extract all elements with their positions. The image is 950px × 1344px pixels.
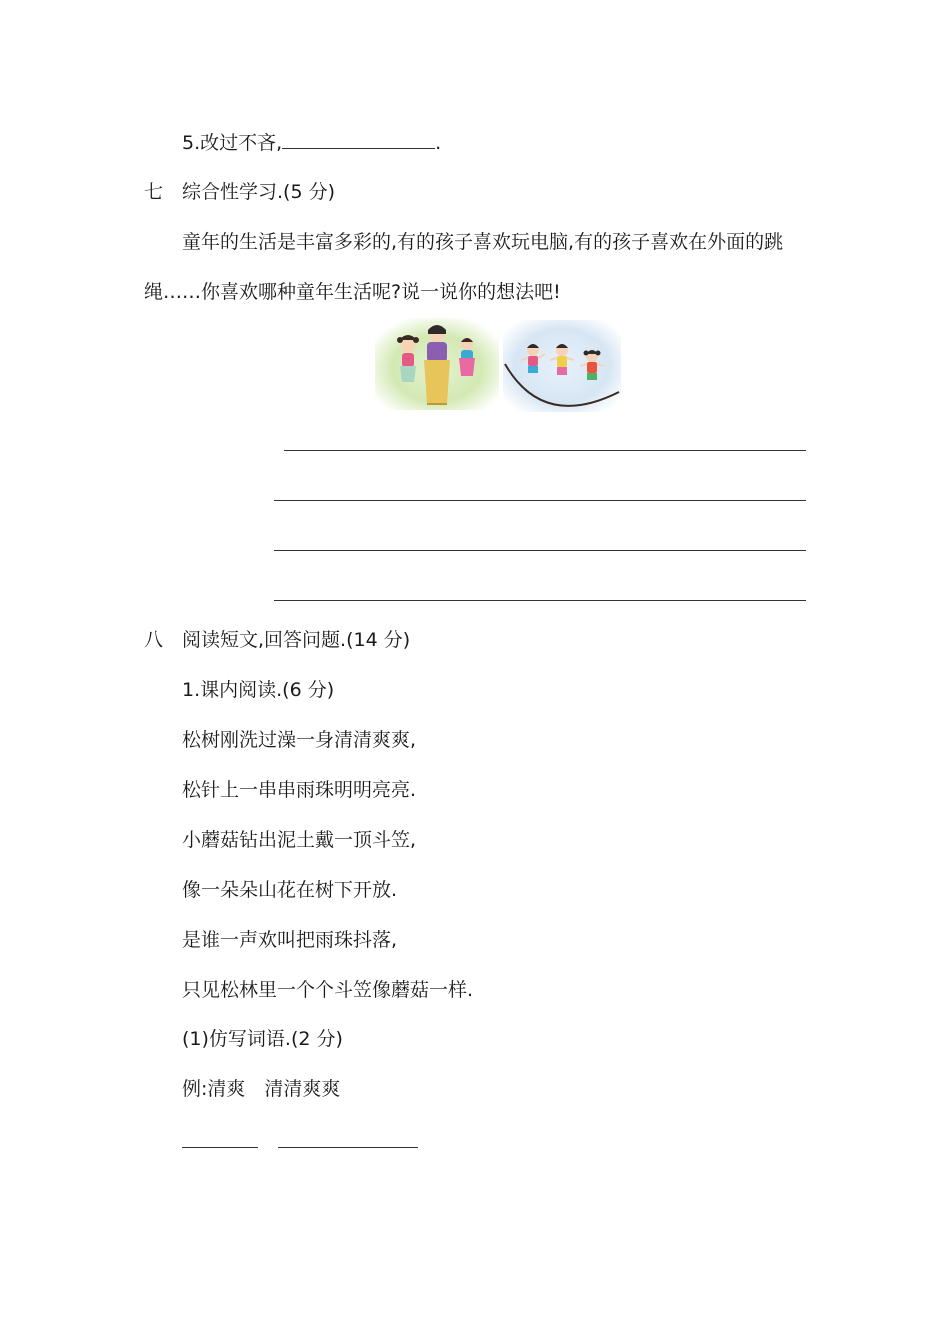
imitation-answer-blank-1[interactable] [182,1147,258,1148]
poem-line: 松针上一串串雨珠明明亮亮. [182,779,417,801]
item-5-prefix: 5.改过不吝, [182,132,283,154]
item-5 [182,130,441,155]
answer-line-1[interactable] [284,450,806,451]
question-1: (1)仿写词语.(2 分) [182,1028,343,1050]
section-7-paragraph-line-2: 绳……你喜欢哪种童年生活呢?说一说你的想法吧! [144,281,561,303]
poem-line: 是谁一声欢叫把雨珠抖落, [182,929,398,951]
section-8-title: 阅读短文,回答问题.(14 分) [182,629,411,651]
answer-line-3[interactable] [274,550,806,551]
poem-line: 小蘑菇钻出泥土戴一顶斗笠, [182,829,417,851]
section-7-number: 七 [144,181,164,203]
answer-line-4[interactable] [274,600,806,601]
section-8-sub-1: 1.课内阅读.(6 分) [182,679,335,701]
item-5-answer-blank[interactable] [282,130,435,149]
item-5-suffix: . [435,132,442,154]
section-7-title: 综合性学习.(5 分) [182,181,335,203]
section-7-paragraph-line-1: 童年的生活是丰富多彩的,有的孩子喜欢玩电脑,有的孩子喜欢在外面的跳 [182,231,784,253]
poem-line: 松树刚洗过澡一身清清爽爽, [182,729,417,751]
poem-line: 像一朵朵山花在树下开放. [182,879,398,901]
imitation-answer-blank-2[interactable] [278,1147,418,1148]
poem-line: 只见松林里一个个斗笠像蘑菇一样. [182,979,474,1001]
sack-race-illustration [375,318,499,410]
answer-line-2[interactable] [274,500,806,501]
jump-rope-illustration [503,320,621,412]
example-line: 例:清爽 清清爽爽 [182,1078,341,1100]
section-8-number: 八 [144,629,164,651]
